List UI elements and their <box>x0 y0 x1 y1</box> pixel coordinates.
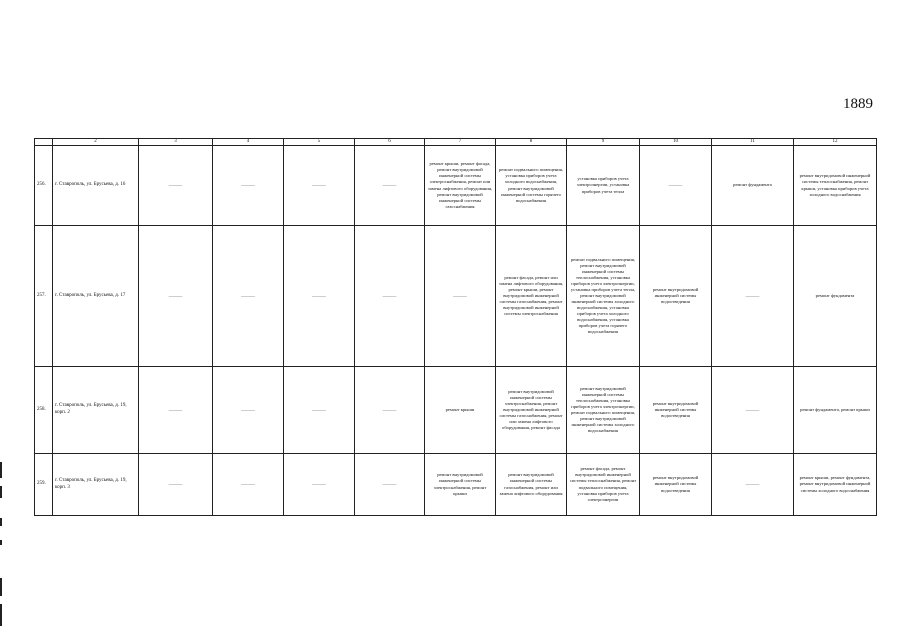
table-cell: ——— <box>213 454 284 516</box>
table-cell: ——— <box>139 454 213 516</box>
table-cell: ——— <box>425 226 496 367</box>
table-row <box>35 367 877 454</box>
column-number: 3 <box>139 139 213 146</box>
column-number: 4 <box>213 139 284 146</box>
table-row <box>35 146 877 226</box>
row-number: 256. <box>35 146 53 226</box>
column-number: 8 <box>496 139 567 146</box>
column-number: 12 <box>794 139 877 146</box>
table-cell: ——— <box>355 226 425 367</box>
column-number: 5 <box>284 139 355 146</box>
address-cell: г. Ставрополь, ул. Брусьева, д. 19, корп. 2 <box>53 367 139 454</box>
table-row <box>35 454 877 516</box>
column-number <box>35 139 53 146</box>
table-cell: ремонт крыши, ремонт фасада, ремонт внутридомовой инженерной системы электроснабжения, ремонт или замена лифтового оборудования, ремонт внутридомовой инженерной системы газоснабжения <box>425 146 496 226</box>
address-cell: г. Ставрополь, ул. Брусьева, д. 16 <box>53 146 139 226</box>
table-cell: ремонт фундамента <box>794 226 877 367</box>
table-cell: ремонт внутридомовой инженерной системы газоснабжения, ремонт или замена лифтового оборудования <box>496 454 567 516</box>
table-cell: ремонт внутридомовой инженерной системы электроснабжения, ремонт внутридомовой инженерной системы газоснабжения, ремонт или замена лифтового оборудования, ремонт фасада <box>496 367 567 454</box>
scan-edge-mark <box>0 540 2 545</box>
table-cell: ремонт крыши <box>425 367 496 454</box>
table-cell: ——— <box>284 146 355 226</box>
column-number: 10 <box>640 139 712 146</box>
table-cell: ——— <box>139 146 213 226</box>
column-number: 7 <box>425 139 496 146</box>
column-number: 6 <box>355 139 425 146</box>
table-cell: ——— <box>355 146 425 226</box>
table-cell: ремонт подвального помещения, установка приборов учета холодного водоснабжения, ремонт внутридомовой инженерной системы горячего водоснабжения <box>496 146 567 226</box>
scan-edge-mark <box>0 604 2 626</box>
table-cell: ——— <box>213 226 284 367</box>
table-cell: ремонт внутридомовой инженерной системы водоотведения <box>640 454 712 516</box>
table-cell: ——— <box>712 454 794 516</box>
table-cell: ремонт внутридомовой инженерной системы электроснабжения, ремонт крыши <box>425 454 496 516</box>
table-cell: ——— <box>284 367 355 454</box>
table-cell: ремонт внутридомовой инженерной системы теплоснабжения, ремонт крыши, установка приборов учета холодного водоснабжения <box>794 146 877 226</box>
scan-edge-mark <box>0 518 2 526</box>
table-cell: ремонт фундамента, ремонт крыши <box>794 367 877 454</box>
table-cell: ремонт фундамента <box>712 146 794 226</box>
table-cell: ремонт внутридомовой инженерной системы водоотведения <box>640 367 712 454</box>
table-cell: ——— <box>712 226 794 367</box>
table-cell: ремонт внутридомовой инженерной системы теплоснабжения, установка приборов учета электроэнергии, ремонт подвального помещения, ремонт внутридомовой инженерной системы холодного водоснабжения <box>567 367 640 454</box>
repair-works-table <box>34 138 877 516</box>
column-number: 9 <box>567 139 640 146</box>
column-number: 11 <box>712 139 794 146</box>
table-cell: ремонт подвального помещения, ремонт внутридомовой инженерной системы теплоснабжения, установка приборов учета электроэнергии, установка приборов учета тепла, ремонт внутридомовой инженерной системы холодного водоснабжения, установка приборов учета холодного водоснабжения, установка приборов учета горячего водоснабжения <box>567 226 640 367</box>
table-cell: ——— <box>284 454 355 516</box>
address-cell: г. Ставрополь, ул. Брусьева, д. 17 <box>53 226 139 367</box>
table-cell: ——— <box>712 367 794 454</box>
table-cell: ——— <box>213 367 284 454</box>
address-cell: г. Ставрополь, ул. Брусьева, д. 19, корп. 3 <box>53 454 139 516</box>
table-cell: ——— <box>213 146 284 226</box>
row-number: 259. <box>35 454 53 516</box>
row-number: 258. <box>35 367 53 454</box>
row-number: 257. <box>35 226 53 367</box>
page-number: 1889 <box>843 96 873 112</box>
table-cell: установка приборов учета электроэнергии, установка приборов учета тепла <box>567 146 640 226</box>
column-number-row <box>35 139 877 146</box>
table-cell: ремонт крыши, ремонт фундамента, ремонт внутридомовой инженерной системы холодного водоснабжения <box>794 454 877 516</box>
table-cell: ——— <box>640 146 712 226</box>
scan-edge-mark <box>0 462 2 478</box>
column-number: 2 <box>53 139 139 146</box>
table-cell: ——— <box>139 367 213 454</box>
scan-edge-mark <box>0 578 2 596</box>
table-cell: ——— <box>355 454 425 516</box>
table-cell: ремонт внутридомовой инженерной системы водоотведения <box>640 226 712 367</box>
table-cell: ——— <box>284 226 355 367</box>
table-cell: ——— <box>139 226 213 367</box>
table-cell: ремонт фасада, ремонт или замена лифтового оборудования, ремонт крыши, ремонт внутридомовой инженерной системы газоснабжения, ремонт внутридомовой инженерной системы электроснабжения <box>496 226 567 367</box>
table-cell: ремонт фасада, ремонт внутридомовой инженерной системы теплоснабжения, ремонт подвального помещения, установка приборов учета электроэнергии <box>567 454 640 516</box>
table-row <box>35 226 877 367</box>
scan-edge-mark <box>0 486 2 498</box>
table-cell: ——— <box>355 367 425 454</box>
